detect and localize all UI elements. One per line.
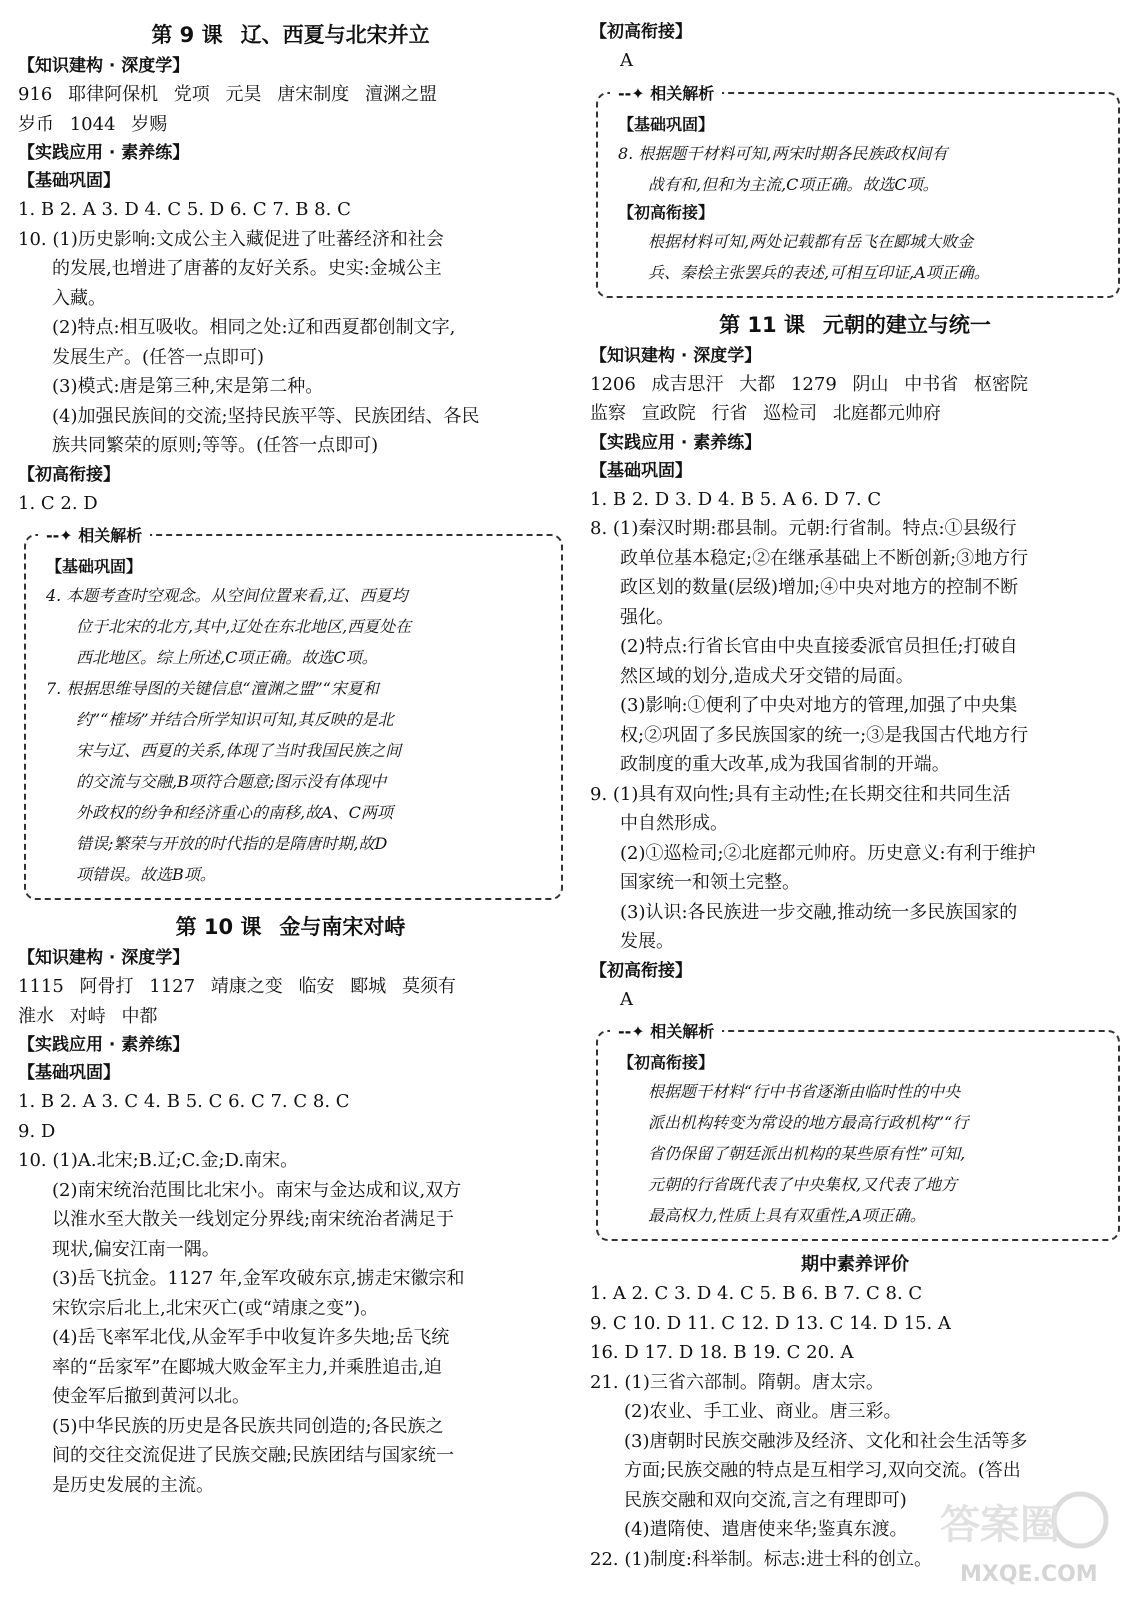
- lesson-name: 辽、西夏与北宋并立: [240, 23, 430, 47]
- answer-line: (2)特点:相互吸收。相同之处:辽和西夏都创制文字,: [52, 317, 456, 338]
- section-header: 【初高衔接】: [618, 202, 715, 222]
- note-line: 8. 根据题干材料可知,两宋时期各民族政权间有: [618, 143, 948, 163]
- answer-line: 间的交往交流促进了民族交融;民族团结与国家统一: [52, 1445, 455, 1466]
- note-line: 位于北宋的北方,其中,辽处在东北地区,西夏处在: [76, 617, 412, 636]
- right-column: [590, 18, 1120, 1574]
- answer-line: (2)农业、手工业、商业。唐三彩。: [624, 1401, 902, 1422]
- answer-line: (5)中华民族的历史是各民族共同创造的;各民族之: [52, 1415, 444, 1437]
- answer-line: A: [620, 988, 633, 1010]
- lesson-number: 第 10 课: [175, 915, 262, 939]
- text-line: 监察 宣政院 行省 巡检司 北庭都元帅府: [590, 403, 941, 424]
- section-header: 【基础巩固】: [590, 460, 692, 481]
- box-label: --✦ 相关解析: [610, 1019, 722, 1042]
- note-line: 西北地区。综上所述,C项正确。故选C项。: [76, 648, 378, 667]
- answer-line: (3)认识:各民族进一步交融,推动统一多民族国家的: [620, 901, 1018, 923]
- text-line: 1206 成吉思汗 大都 1279 阴山 中书省 枢密院: [590, 373, 1028, 395]
- text-line: 1115 阿骨打 1127 靖康之变 临安 郾城 莫须有: [18, 976, 456, 997]
- answer-line: (4)遣隋使、遣唐使来华;鉴真东渡。: [624, 1519, 908, 1540]
- answer-line: 使金军后撤到黄河以北。: [52, 1386, 250, 1407]
- section-header: 【初高衔接】: [618, 1053, 715, 1072]
- answer-line: 发展生产。(任答一点即可): [52, 346, 265, 368]
- box-label-text: 相关解析: [650, 1022, 715, 1041]
- section-header: 【基础巩固】: [46, 557, 143, 576]
- answer-line: 是历史发展的主流。: [52, 1474, 214, 1496]
- section-header: 【初高衔接】: [590, 22, 692, 42]
- answer-line: 8. (1)秦汉时期:郡县制。元朝:行省制。特点:①县级行: [590, 518, 1017, 539]
- answer-line: 9. (1)具有双向性;具有主动性;在长期交往和共同生活: [590, 783, 1011, 805]
- answer-line: 民族交融和双向交流,言之有理即可): [624, 1489, 907, 1511]
- section-header: 【实践应用 · 素养练】: [18, 143, 190, 163]
- answer-line: (3)岳飞抗金。1127 年,金军攻破东京,掳走宋徽宗和: [52, 1268, 465, 1289]
- note-line: 根据材料可知,两处记载都有岳飞在郾城大败金: [648, 231, 974, 251]
- lesson-name: 元朝的建立与统一: [822, 312, 991, 337]
- answer-line: 发展。: [620, 931, 674, 952]
- answer-line: 10. (1)A.北宋;B.辽;C.金;D.南宋。: [18, 1150, 299, 1171]
- section-header: 【初高衔接】: [590, 960, 692, 981]
- answer-line: 宋钦宗后北上,北宋灭亡(或“靖康之变”)。: [52, 1297, 379, 1319]
- note-line: 错误;繁荣与开放的时代指的是隋唐时期,故D: [76, 834, 388, 853]
- answer-line: 然区域的划分,造成犬牙交错的局面。: [620, 665, 914, 687]
- box-label-text: 相关解析: [78, 526, 143, 545]
- lesson-9-title: [18, 18, 563, 52]
- answer-line: (2)①巡检司;②北庭都元帅府。历史意义:有利于维护: [620, 842, 1036, 864]
- lesson-10-title: [18, 910, 563, 944]
- lesson-name: 金与南宋对峙: [279, 915, 406, 939]
- answer-line: (4)岳飞率军北伐,从金军手中收复许多失地;岳飞统: [52, 1327, 450, 1348]
- answer-line: 21. (1)三省六部制。隋朝。唐太宗。: [590, 1371, 884, 1393]
- answer-line: 入藏。: [52, 287, 106, 309]
- answer-line: A: [620, 50, 633, 71]
- lesson-number: 第 9 课: [151, 23, 223, 47]
- text-line: 916 耶律阿保机 党项 元昊 唐宋制度 澶渊之盟: [18, 84, 437, 105]
- section-header: 【基础巩固】: [18, 171, 120, 191]
- box-label-text: 相关解析: [650, 83, 715, 103]
- answer-line: (2)特点:行省长官由中央直接委派官员担任;打破自: [620, 636, 1018, 657]
- answer-line: 权;②巩固了多民族国家的统一;③是我国古代地方行: [620, 724, 1029, 746]
- answer-line: 9. C 10. D 11. C 12. D 13. C 14. D 15. A: [590, 1312, 951, 1334]
- answer-line: 中自然形成。: [620, 813, 728, 834]
- answer-line: 政单位基本稳定;②在继承基础上不断创新;③地方行: [620, 547, 1029, 569]
- answer-line: 率的“岳家军”在郾城大败金军主力,并乘胜追击,迫: [52, 1356, 442, 1378]
- note-line: 省仍保留了朝廷派出机构的某些原有性”可知,: [648, 1144, 966, 1163]
- watermark-glyph: 答案圈: [940, 1502, 1060, 1548]
- answer-line: 9. D: [18, 1120, 56, 1142]
- note-line: 元朝的行省既代表了中央集权,又代表了地方: [648, 1175, 958, 1194]
- answer-line: 1. C 2. D: [18, 492, 98, 514]
- section-header: 【知识建构 · 深度学】: [590, 345, 762, 366]
- section-header: 【实践应用 · 素养练】: [18, 1035, 190, 1055]
- answer-line: (4)加强民族间的交流;坚持民族平等、民族团结、各民: [52, 405, 480, 427]
- box-label: --✦ 相关解析: [38, 523, 150, 546]
- note-line: 外政权的纷争和经济重心的南移,故A、C两项: [76, 803, 393, 822]
- answer-line: 以淮水至大散关一线划定分界线;南宋统治者满足于: [52, 1209, 455, 1230]
- answer-line: 政区划的数量(层级)增加;④中央对地方的控制不断: [620, 577, 1019, 598]
- answer-line: (3)影响:①便利了中央对地方的管理,加强了中央集: [620, 695, 1018, 716]
- note-line: 7. 根据思维导图的关键信息“澶渊之盟”“宋夏和: [46, 679, 379, 698]
- analysis-box: [24, 526, 563, 900]
- answer-line: (3)模式:唐是第三种,宋是第二种。: [52, 376, 324, 397]
- watermark-icon: [930, 1490, 1130, 1560]
- note-line: 约”“榷场”并结合所学知识可知,其反映的是北: [76, 710, 394, 729]
- note-line: 项错误。故选B项。: [76, 865, 216, 884]
- answer-line: (2)南宋统治范围比北宋小。南宋与金达成和议,双方: [52, 1179, 462, 1201]
- answer-line: 1. A 2. C 3. D 4. C 5. B 6. B 7. C 8. C: [590, 1283, 923, 1304]
- answer-line: 1. B 2. D 3. D 4. B 5. A 6. D 7. C: [590, 488, 882, 510]
- answer-line: 16. D 17. D 18. B 19. C 20. A: [590, 1342, 854, 1363]
- note-line: 派出机构转变为常设的地方最高行政机构”“行: [648, 1113, 969, 1132]
- note-line: 根据题干材料“行中书省逐渐由临时性的中央: [648, 1082, 961, 1101]
- answer-line: 政制度的重大改革,成为我国省制的开端。: [620, 754, 950, 775]
- answer-line: 族共同繁荣的原则;等等。(任答一点即可): [52, 435, 379, 456]
- section-header: 【知识建构 · 深度学】: [18, 948, 190, 968]
- box-label: --✦ 相关解析: [610, 81, 722, 104]
- left-column: [18, 18, 563, 1500]
- note-line: 4. 本题考查时空观念。从空间位置来看,辽、西夏均: [46, 586, 408, 605]
- answer-line: 10. (1)历史影响:文成公主入藏促进了吐蕃经济和社会: [18, 228, 444, 250]
- text-line: 淮水 对峙 中都: [18, 1005, 158, 1027]
- lesson-11-title: [590, 308, 1120, 342]
- answer-line: 国家统一和领土完整。: [620, 872, 800, 893]
- section-header: 【基础巩固】: [18, 1063, 120, 1083]
- watermark-text: MXQE.COM: [960, 1562, 1098, 1587]
- note-line: 宋与辽、西夏的关系,体现了当时我国民族之间: [76, 741, 402, 760]
- lesson-number: 第 11 课: [719, 312, 805, 337]
- answer-line: 1. B 2. A 3. D 4. C 5. D 6. C 7. B 8. C: [18, 199, 351, 220]
- section-header: 【基础巩固】: [618, 114, 715, 134]
- section-header: 【实践应用 · 素养练】: [590, 432, 762, 453]
- text-line: 岁币 1044 岁赐: [18, 113, 168, 135]
- analysis-box: [596, 1022, 1120, 1241]
- answer-line: 1. B 2. A 3. C 4. B 5. C 6. C 7. C 8. C: [18, 1091, 350, 1112]
- section-header: 【初高衔接】: [18, 464, 120, 485]
- answer-line: 现状,偏安江南一隅。: [52, 1238, 220, 1260]
- note-line: 战有和,但和为主流,C项正确。故选C项。: [648, 174, 939, 194]
- answer-line: (3)唐朝时民族交融涉及经济、文化和社会生活等多: [624, 1430, 1028, 1452]
- note-line: 的交流与交融,B项符合题意;图示没有体现中: [76, 772, 387, 791]
- section-header: 【知识建构 · 深度学】: [18, 56, 190, 76]
- note-line: 最高权力,性质上具有双重性,A项正确。: [648, 1206, 926, 1225]
- midterm-title: 期中素养评价: [801, 1254, 909, 1275]
- answer-line: 方面;民族交融的特点是互相学习,双向交流。(答出: [624, 1460, 1021, 1481]
- answer-line: 强化。: [620, 606, 674, 628]
- note-line: 兵、秦桧主张罢兵的表述,可相互印证,A项正确。: [648, 262, 990, 282]
- watermark-logo: [930, 1490, 1130, 1590]
- answer-line: 22. (1)制度:科举制。标志:进士科的创立。: [590, 1548, 932, 1570]
- answer-line: 的发展,也增进了唐蕃的友好关系。史实:金城公主: [52, 258, 442, 279]
- analysis-box: [596, 83, 1120, 298]
